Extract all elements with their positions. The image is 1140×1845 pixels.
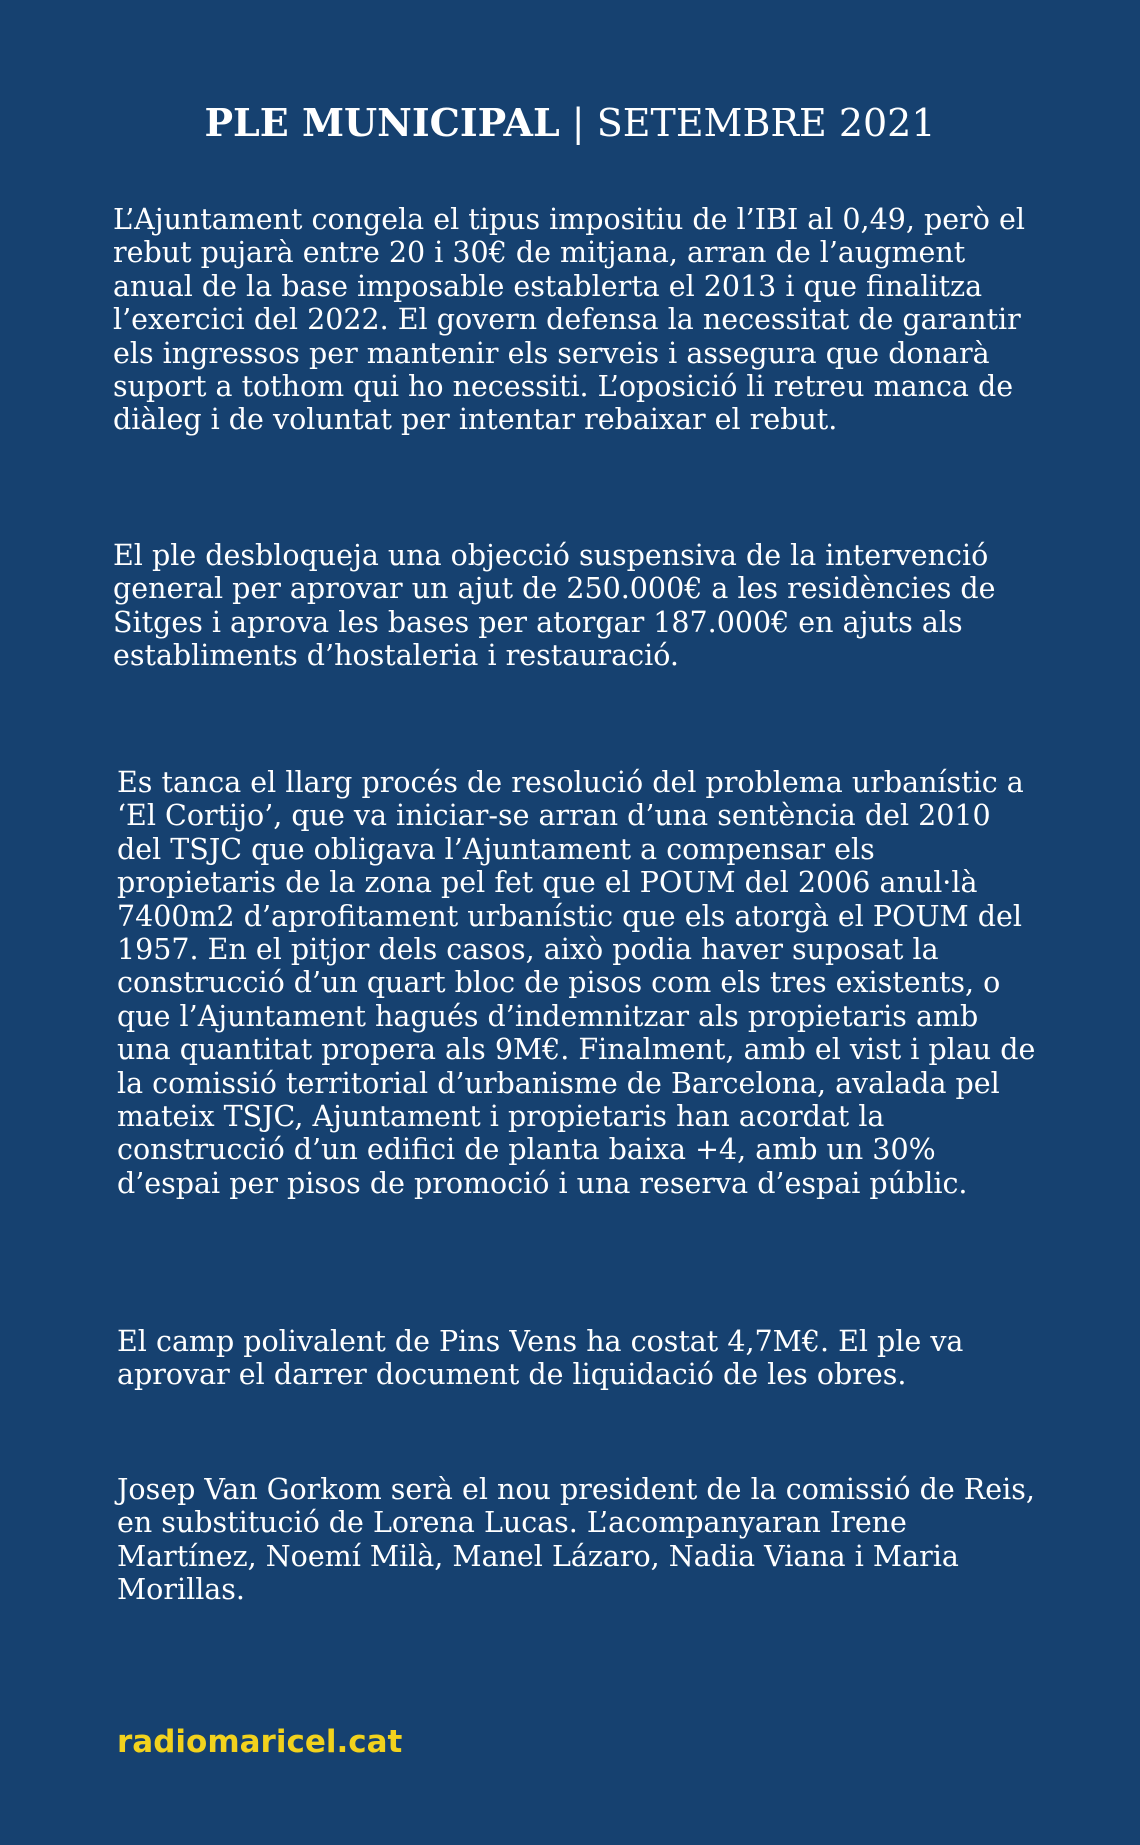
title-section-name: PLE MUNICIPAL: [204, 100, 560, 145]
news-paragraph-el-cortijo: Es tanca el llarg procés de resolució del problema urbanístic a ‘El Cortijo’, que va iniciar-se arran d’una sentència del 2010 del TSJC que obligava l’Ajuntament a compensar els propietaris de la zona pel fet que el POUM del 2006 anul·là 7400m2 d’aprofitament urbanístic que els atorgà el POUM del 1957. En el pitjor dels casos, això podia haver suposat la construcció d’un quart bloc de pisos com els tres existents, o que l’Ajuntament hagués d’indemnitzar als propietaris amb una quantitat propera als 9M€. Finalment, amb el vist i plau de la comissió territorial d’urbanisme de Barcelona, avalada pel mateix TSJC, Ajuntament i propietaris han acordat la construcció d’un edifici de planta baixa +4, amb un 30% d’espai per pisos de promoció i una reserva d’espai públic.: [117, 766, 1036, 1200]
title-date: SETEMBRE 2021: [596, 101, 936, 145]
news-paragraph-comissio-reis: Josep Van Gorkom serà el nou president de la comissió de Reis, en substitució de Lorena Lucas. L’acompanyaran Irene Martínez, Noemí Milà, Manel Lázaro, Nadia Viana i Maria Morillas.: [117, 1473, 1035, 1607]
news-paragraph-residencies: El ple desbloqueja una objecció suspensiva de la intervenció general per aprovar un ajut de 250.000€ a les residències de Sitges i aprova les bases per atorgar 187.000€ en ajuts als establiments d’hostaleria i restauració.: [113, 539, 996, 673]
page-title: [0, 98, 1140, 148]
news-paragraph-pins-vens: El camp polivalent de Pins Vens ha costat 4,7M€. El ple va aprovar el darrer document de liquidació de les obres.: [117, 1325, 964, 1392]
footer-website: radiomaricel.cat: [117, 1724, 403, 1760]
title-separator: |: [571, 101, 585, 145]
news-paragraph-ibi: L’Ajuntament congela el tipus impositiu de l’IBI al 0,49, però el rebut pujarà entre 20 i 30€ de mitjana, arran de l’augment anual de la base imposable establerta el 2013 i que finalitza l’exercici del 2022. El govern defensa la necessitat de garantir els ingressos per mantenir els serveis i assegura que donarà suport a tothom qui ho necessiti. L’oposició li retreu manca de diàleg i de voluntat per intentar rebaixar el rebut.: [113, 203, 1025, 437]
